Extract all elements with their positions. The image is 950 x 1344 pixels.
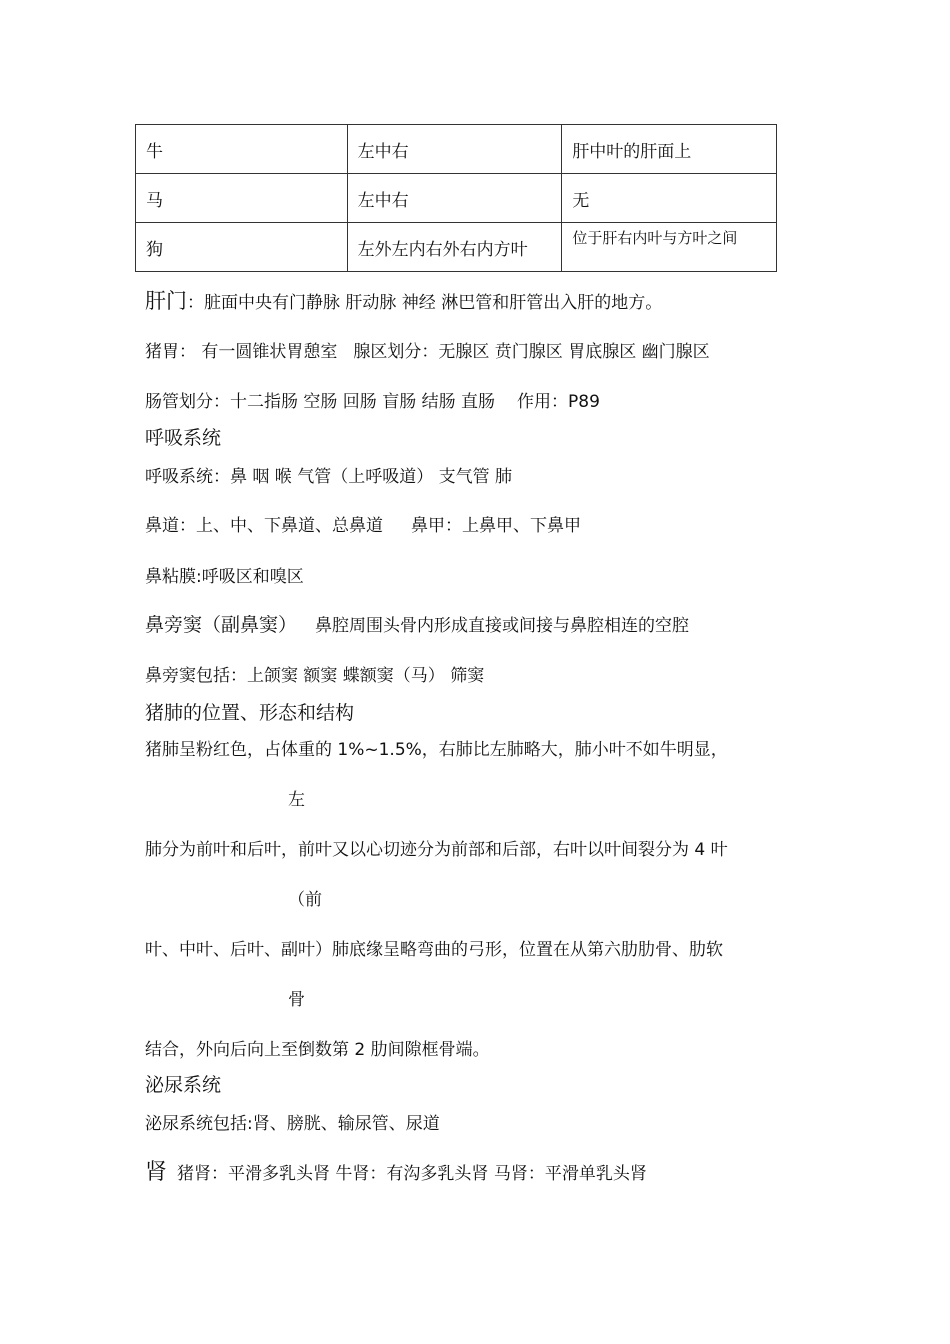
respiratory-definition: 呼吸系统：鼻 咽 喉 气管（上呼吸道） 支气管 肺 bbox=[145, 467, 513, 487]
gland-regions-text: 腺区划分：无腺区 贲门腺区 胃底腺区 幽门腺区 bbox=[353, 342, 710, 362]
table-cell-animal: 牛 bbox=[136, 125, 348, 174]
table-cell-animal: 马 bbox=[136, 174, 348, 223]
intestine-paragraph bbox=[145, 390, 600, 414]
liver-gate-text: ：脏面中央有门静脉 肝动脉 神经 淋巴管和肝管出入肝的地方。 bbox=[187, 293, 663, 313]
lung-line-7: 结合，外向后向上至倒数第 2 肋间隙框骨端。 bbox=[145, 1040, 490, 1060]
lung-line-3: 肺分为前叶和后叶，前叶又以心切迹分为前部和后部，右叶以叶间裂分为 4 叶 bbox=[145, 840, 728, 860]
lung-line-1: 猪肺呈粉红色，占体重的 1%~1.5%，右肺比左肺略大，肺小叶不如牛明显， bbox=[145, 740, 728, 760]
paranasal-text: 鼻腔周围头骨内形成直接或间接与鼻腔相连的空腔 bbox=[315, 616, 690, 636]
kidney-paragraph bbox=[145, 1161, 647, 1186]
lung-line-6: 骨 bbox=[288, 990, 305, 1010]
lung-heading: 猪肺的位置、形态和结构 bbox=[145, 702, 355, 724]
nasal-concha-text: 鼻甲：上鼻甲、下鼻甲 bbox=[411, 516, 581, 536]
nasal-passage-text: 鼻道：上、中、下鼻道、总鼻道 bbox=[145, 516, 383, 536]
nasal-passage-paragraph bbox=[145, 514, 581, 538]
table-cell-animal: 狗 bbox=[136, 223, 348, 272]
intestine-divisions-text: 肠管划分：十二指肠 空肠 回肠 盲肠 结肠 直肠 bbox=[145, 392, 496, 412]
urinary-definition: 泌尿系统包括:肾、膀胱、输尿管、尿道 bbox=[145, 1114, 440, 1134]
urinary-heading: 泌尿系统 bbox=[145, 1074, 222, 1096]
respiratory-heading: 呼吸系统 bbox=[145, 427, 222, 449]
table-cell-lobes: 左外左内右外右内方叶 bbox=[347, 223, 562, 272]
lung-line-4: （前 bbox=[288, 890, 322, 910]
table-cell-lobes: 左中右 bbox=[347, 125, 562, 174]
table-cell-gallbladder: 肝中叶的肝面上 bbox=[562, 125, 777, 174]
lung-line-2: 左 bbox=[288, 790, 305, 810]
liver-gate-term: 肝门 bbox=[145, 289, 187, 313]
table-cell-gallbladder: 位于肝右内叶与方叶之间 bbox=[562, 223, 777, 272]
liver-gate-paragraph bbox=[145, 289, 662, 315]
kidney-term: 肾 bbox=[145, 1160, 168, 1185]
lung-line-5: 叶、中叶、后叶、副叶）肺底缘呈略弯曲的弓形，位置在从第六肋肋骨、肋软 bbox=[145, 940, 723, 960]
kidney-types-text: 猪肾：平滑多乳头肾 牛肾：有沟多乳头肾 马肾：平滑单乳头肾 bbox=[177, 1164, 647, 1184]
table-row bbox=[136, 125, 777, 174]
pig-stomach-paragraph bbox=[145, 340, 710, 364]
table-row bbox=[136, 223, 777, 272]
paranasal-term: 鼻旁窦（副鼻窦） bbox=[145, 614, 298, 636]
paranasal-list: 鼻旁窦包括：上颌窦 额窦 蝶额窦（马） 筛窦 bbox=[145, 666, 485, 686]
pig-stomach-text: 猪胃： 有一圆锥状胃憩室 bbox=[145, 342, 338, 362]
table-cell-gallbladder: 无 bbox=[562, 174, 777, 223]
table-cell-lobes: 左中右 bbox=[347, 174, 562, 223]
nasal-mucosa-paragraph: 鼻粘膜:呼吸区和嗅区 bbox=[145, 567, 304, 587]
liver-comparison-table bbox=[135, 124, 777, 272]
table-row bbox=[136, 174, 777, 223]
intestine-function-text: 作用：P89 bbox=[517, 392, 600, 412]
paranasal-paragraph bbox=[145, 613, 689, 638]
